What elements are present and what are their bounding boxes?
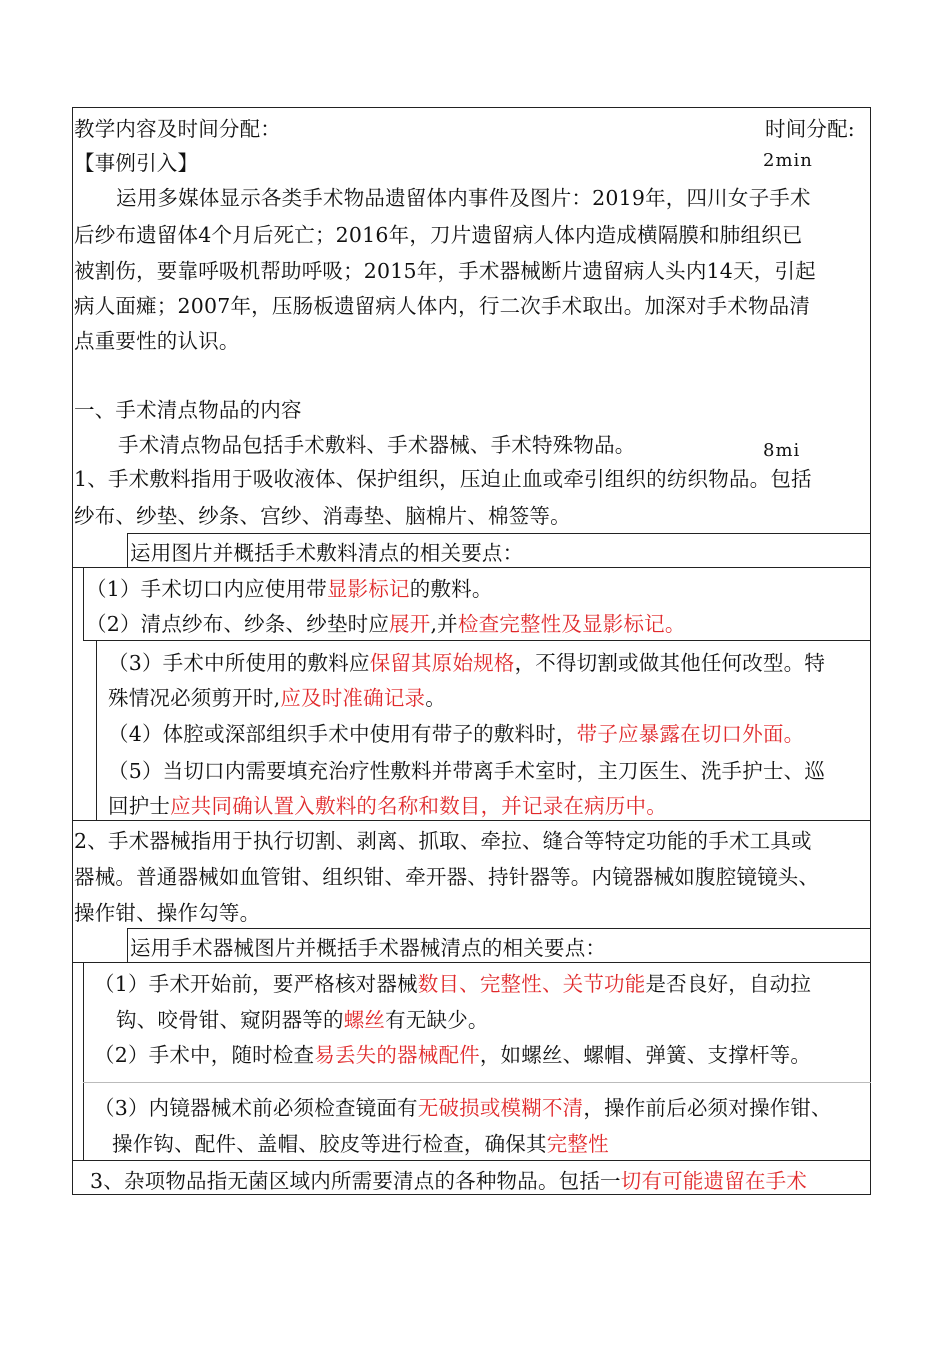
dressing-item-1: （1）手术切口内应使用带显影标记的敷料。 [86,577,493,601]
dressing-item-4: （4）体腔或深部组织手术中使用有带子的敷料时，带子应暴露在切口外面。 [108,722,805,746]
instrument-item-1-cont: 钩、咬骨钳、窥阴器等的螺丝有无缺少。 [116,1008,489,1032]
section1-sub: 手术清点物品包括手术敷料、手术器械、手术特殊物品。 [118,433,636,457]
instrument-item-2: （2）手术中，随时检查易丢失的器械配件，如螺丝、螺帽、弹簧、支撑杆等。 [94,1043,812,1067]
dressing-item-5-cont: 回护士应共同确认置入敷料的名称和数目，并记录在病历中。 [108,794,667,818]
section1-p-line-2: 纱布、纱垫、纱条、宫纱、消毒垫、脑棉片、棉签等。 [74,504,571,528]
intro-line-5: 点重要性的认识。 [74,329,240,353]
section1-heading: 一、手术清点物品的内容 [74,398,302,422]
intro-title: 【事例引入】 [74,151,199,175]
frame-bottom-border [72,1194,871,1195]
instrument-item-3: （3）内镜器械术前必须检查镜面有无破损或模糊不清，操作前后必须对操作钳、 [94,1096,832,1120]
dressing-item-3: （3）手术中所使用的敷料应保留其原始规格，不得切割或做其他任何改型。特 [108,651,826,675]
section2-p-line-3: 操作钳、操作勾等。 [74,901,261,925]
divider [127,533,128,567]
divider [83,962,84,1160]
divider [72,962,871,963]
section2-p-line-2: 器械。普通器械如血管钳、组织钳、牵开器、持针器等。内镜器械如腹腔镜镜头、 [74,865,820,889]
frame-top-border [72,107,871,108]
intro-line-4: 病人面瘫；2007年，压肠板遗留病人体内，行二次手术取出。加深对手术物品清 [74,294,811,318]
divider [72,567,871,568]
dressing-item-3-cont: 殊情况必须剪开时,应及时准确记录。 [108,686,446,710]
intro-line-2: 后纱布遗留体4个月后死亡；2016年，刀片遗留病人体内造成横隔膜和肺组织已 [74,223,803,247]
frame-left-border [72,107,73,1194]
divider [83,640,871,641]
intro-line-3: 被割伤，要靠呼吸机帮助呼吸；2015年，手术器械断片遗留病人头内14天，引起 [74,259,816,283]
instrument-item-1: （1）手术开始前，要严格核对器械数目、完整性、关节功能是否良好，自动拉 [94,972,812,996]
box1-title: 运用图片并概括手术敷料清点的相关要点： [130,541,524,565]
instrument-item-3-cont: 操作钩、配件、盖帽、胶皮等进行检查，确保其完整性 [112,1132,609,1156]
divider [96,640,97,820]
header-time-label: 时间分配: [765,117,855,141]
divider [127,533,871,534]
divider [83,1082,871,1083]
dressing-item-5: （5）当切口内需要填充治疗性敷料并带离手术室时，主刀医生、洗手护士、巡 [108,759,826,783]
header-left-label: 教学内容及时间分配： [74,117,281,141]
section3-line: 3、杂项物品指无菌区域内所需要清点的各种物品。包括一切有可能遗留在手术 [90,1169,808,1193]
divider [127,928,128,962]
time-allocation-1: 2min [763,150,813,171]
section2-p-line-1: 2、手术器械指用于执行切割、剥离、抓取、牵拉、缝合等特定功能的手术工具或 [74,829,812,853]
intro-line-1: 运用多媒体显示各类手术物品遗留体内事件及图片：2019年，四川女子手术 [116,186,811,210]
divider [72,820,871,821]
dressing-item-2: （2）清点纱布、纱条、纱垫时应展开,并检查完整性及显影标记。 [86,612,686,636]
time-allocation-2: 8mi [763,440,801,461]
frame-right-border [870,107,871,1194]
section1-p-line-1: 1、手术敷料指用于吸收液体、保护组织，压迫止血或牵引组织的纺织物品。包括 [74,467,812,491]
divider [83,567,84,640]
divider [127,928,871,929]
box2-title: 运用手术器械图片并概括手术器械清点的相关要点： [130,936,607,960]
divider [72,1160,871,1161]
